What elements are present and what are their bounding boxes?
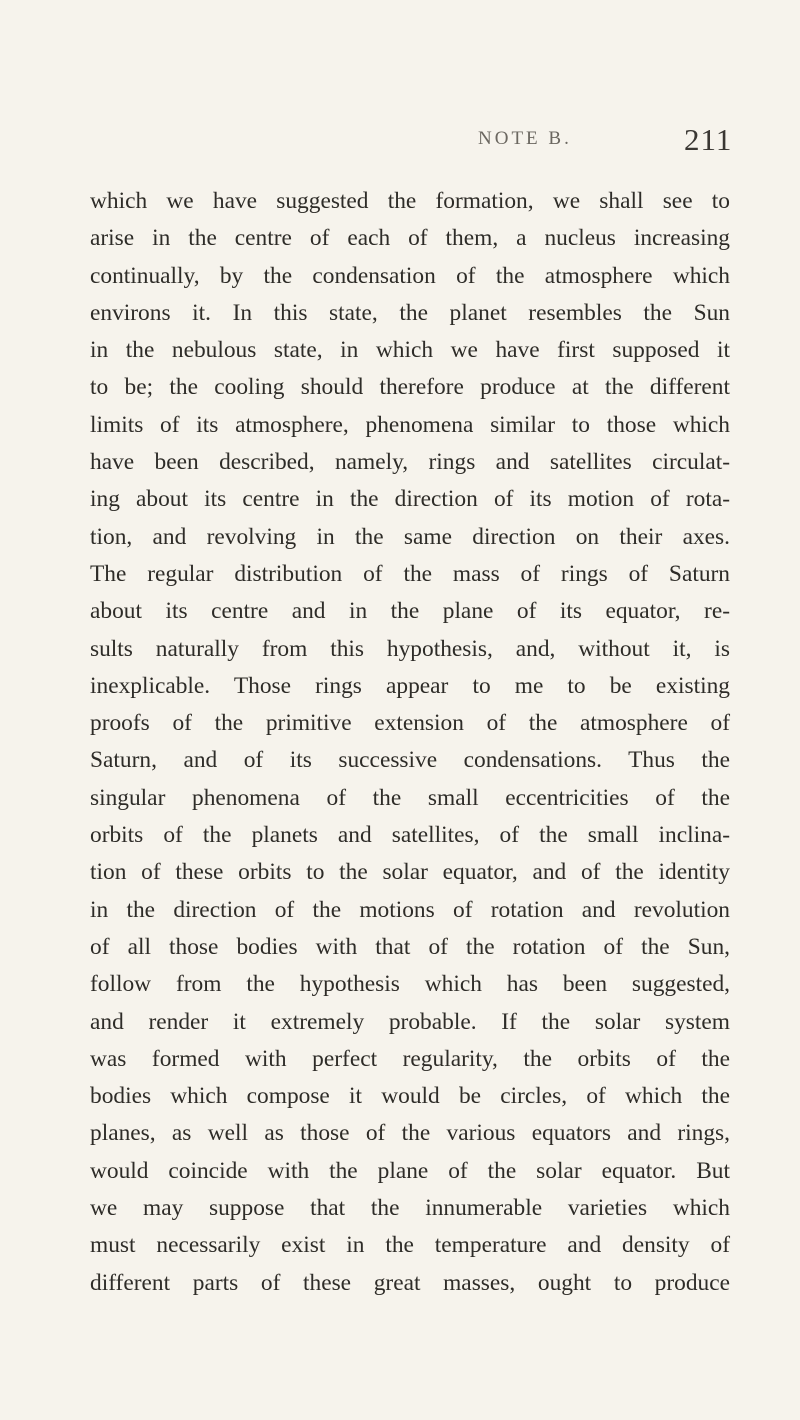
running-title: NOTE B. [478,128,572,149]
running-head [0,122,800,168]
text-line: have been described, namely, rings and satellites circulat- [90,449,730,476]
body-text [90,183,730,1302]
text-line: we may suppose that the innumerable varieties which [90,1195,730,1222]
text-line: bodies which compose it would be circles, of which the [90,1083,730,1110]
text-line: planes, as well as those of the various equators and rings, [90,1120,730,1147]
text-line: would coincide with the plane of the solar equator. But [90,1157,730,1184]
text-line: in the direction of the motions of rotation and revolution [90,896,730,923]
text-line: to be; the cooling should therefore produce at the different [90,374,730,401]
text-line: in the nebulous state, in which we have first supposed it [90,337,730,364]
text-line: proofs of the primitive extension of the atmosphere of [90,710,730,737]
text-line: tion of these orbits to the solar equator, and of the identity [90,859,730,886]
text-line: ing about its centre in the direction of its motion of rota- [90,486,730,513]
text-line: continually, by the condensation of the atmosphere which [90,262,730,289]
page-number: 211 [684,122,733,157]
text-line: environs it. In this state, the planet resembles the Sun [90,299,730,326]
text-line: different parts of these great masses, ought to produce [90,1269,730,1296]
text-line: was formed with perfect regularity, the orbits of the [90,1045,730,1072]
text-line: about its centre and in the plane of its equator, re- [90,598,730,625]
text-line: tion, and revolving in the same direction on their axes. [90,523,730,550]
text-line: singular phenomena of the small eccentricities of the [90,784,730,811]
text-line: limits of its atmosphere, phenomena similar to those which [90,411,730,438]
text-line: sults naturally from this hypothesis, and, without it, is [90,635,730,662]
text-line: follow from the hypothesis which has been suggested, [90,971,730,998]
text-line: Saturn, and of its successive condensations. Thus the [90,747,730,774]
text-line: arise in the centre of each of them, a nucleus increasing [90,225,730,252]
text-line: of all those bodies with that of the rotation of the Sun, [90,933,730,960]
text-line: inexplicable. Those rings appear to me to be existing [90,672,730,699]
text-line: and render it extremely probable. If the solar system [90,1008,730,1035]
text-line: must necessarily exist in the temperature and density of [90,1232,730,1259]
text-line: which we have suggested the formation, we shall see to [90,188,730,214]
text-line: orbits of the planets and satellites, of the small inclina- [90,822,730,849]
text-line: The regular distribution of the mass of rings of Saturn [90,560,730,587]
